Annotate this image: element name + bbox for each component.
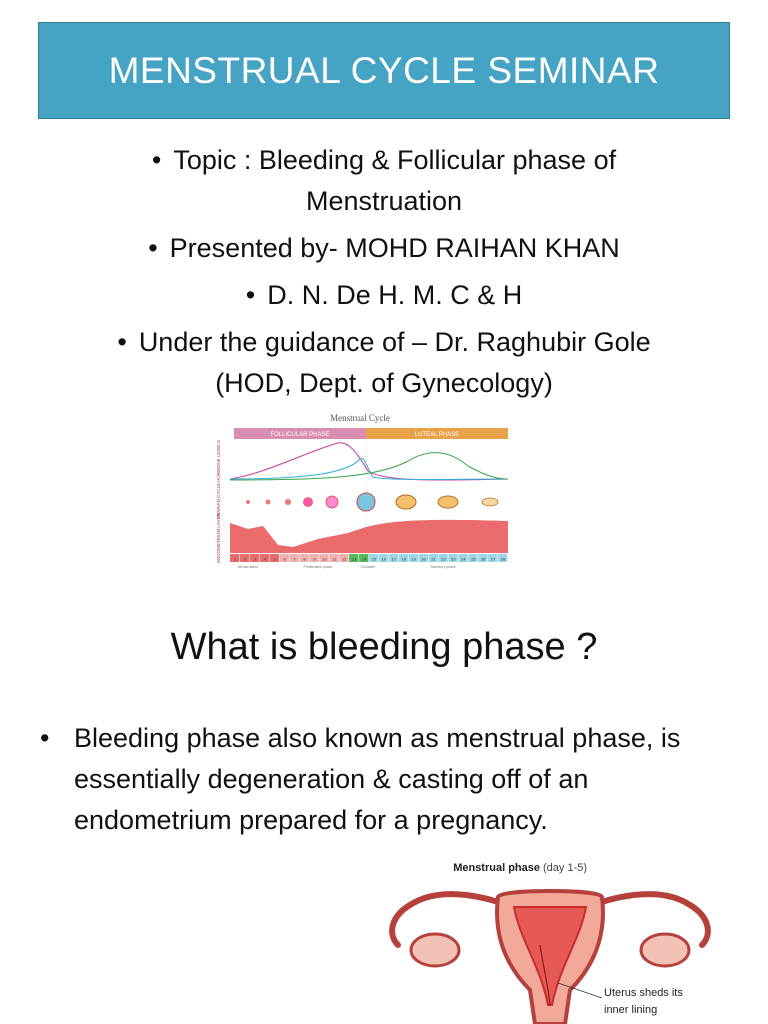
day-number: 22 — [441, 556, 446, 562]
callout-line-2: inner lining — [604, 1004, 658, 1016]
day-number: 12 — [341, 556, 347, 562]
day-number: 14 — [361, 556, 367, 562]
day-number: 23 — [451, 556, 456, 562]
bullet-marker: • — [245, 280, 256, 310]
day-number: 27 — [490, 556, 496, 562]
stage-label: Ovulation — [360, 565, 376, 569]
stage-label: Menstruation — [237, 565, 259, 569]
day-number: 2 — [243, 556, 247, 562]
day-number: 28 — [500, 556, 506, 562]
menstrual-cycle-diagram — [208, 411, 513, 571]
uterus-diagram — [380, 855, 720, 1024]
day-number: 3 — [253, 556, 256, 562]
day-number: 15 — [371, 556, 377, 562]
day-number: 7 — [293, 556, 296, 562]
bullet-marker: • — [151, 145, 162, 175]
row-label-hormone: HORMONE LEVELS — [216, 440, 221, 482]
bullet-text: D. N. De H. M. C & H — [267, 280, 523, 310]
day-number: 10 — [322, 556, 327, 562]
callout-line-1: Uterus sheds its — [604, 987, 683, 999]
follicular-label: FOLLICULAR PHASE — [270, 432, 330, 438]
day-number: 21 — [431, 556, 436, 562]
bullet-text: Topic : Bleeding & Follicular phase of — [173, 145, 617, 175]
row-label-endometrium: ENDOMETRIUM LAYER — [216, 513, 221, 563]
day-number: 9 — [313, 556, 316, 562]
title-banner — [38, 22, 730, 119]
bullet-marker: • — [148, 233, 158, 263]
bullet-text-continued: Menstruation — [305, 186, 463, 216]
bullet-marker: • — [40, 723, 50, 753]
definition-bullet — [40, 718, 740, 841]
stage-label: Proliferative phase — [303, 565, 333, 569]
bullet-text: Presented by- MOHD RAIHAN KHAN — [169, 233, 620, 263]
day-number: 16 — [381, 556, 387, 562]
bullet-text-continued: (HOD, Dept. of Gynecology) — [215, 368, 553, 398]
bullet-presenter — [40, 228, 728, 269]
cycle-heading: Menstrual Cycle — [330, 413, 390, 423]
day-number: 18 — [401, 556, 406, 562]
stage-label: Secretory phase — [430, 565, 456, 569]
uterus-illustration — [392, 891, 708, 1024]
bullet-marker: • — [117, 327, 127, 357]
bullet-guidance — [40, 322, 728, 404]
day-number: 26 — [480, 556, 486, 562]
day-number: 11 — [332, 556, 337, 562]
bullet-college — [40, 275, 728, 316]
day-number: 17 — [391, 556, 397, 562]
uterus-caption-days: (day 1-5) — [543, 862, 588, 874]
day-number: 6 — [283, 556, 286, 562]
day-number: 24 — [461, 556, 466, 562]
bullet-text: Under the guidance of – Dr. Raghubir Gole — [138, 327, 651, 357]
day-number: 19 — [411, 556, 416, 562]
day-number: 25 — [471, 556, 476, 562]
day-number: 20 — [421, 556, 426, 562]
uterus-caption: Menstrual phase — [453, 862, 540, 874]
slide-title: MENSTRUAL CYCLE SEMINAR — [108, 49, 660, 91]
luteal-label: LUTEAL PHASE — [414, 432, 460, 438]
row-label-ovarian: OVARIAN CYCLE — [216, 482, 221, 520]
day-number: 13 — [351, 556, 357, 562]
bullet-topic — [40, 140, 728, 222]
section-heading: What is bleeding phase ? — [170, 626, 598, 668]
definition-text: Bleeding phase also known as menstrual phase, is essentially degeneration & casting off of an endometrium prepared for a pregnancy. — [74, 723, 681, 835]
day-number: 4 — [263, 556, 266, 562]
intro-bullets — [40, 140, 728, 410]
day-number: 1 — [233, 556, 237, 562]
day-number: 8 — [303, 556, 306, 562]
day-number: 5 — [273, 556, 276, 562]
